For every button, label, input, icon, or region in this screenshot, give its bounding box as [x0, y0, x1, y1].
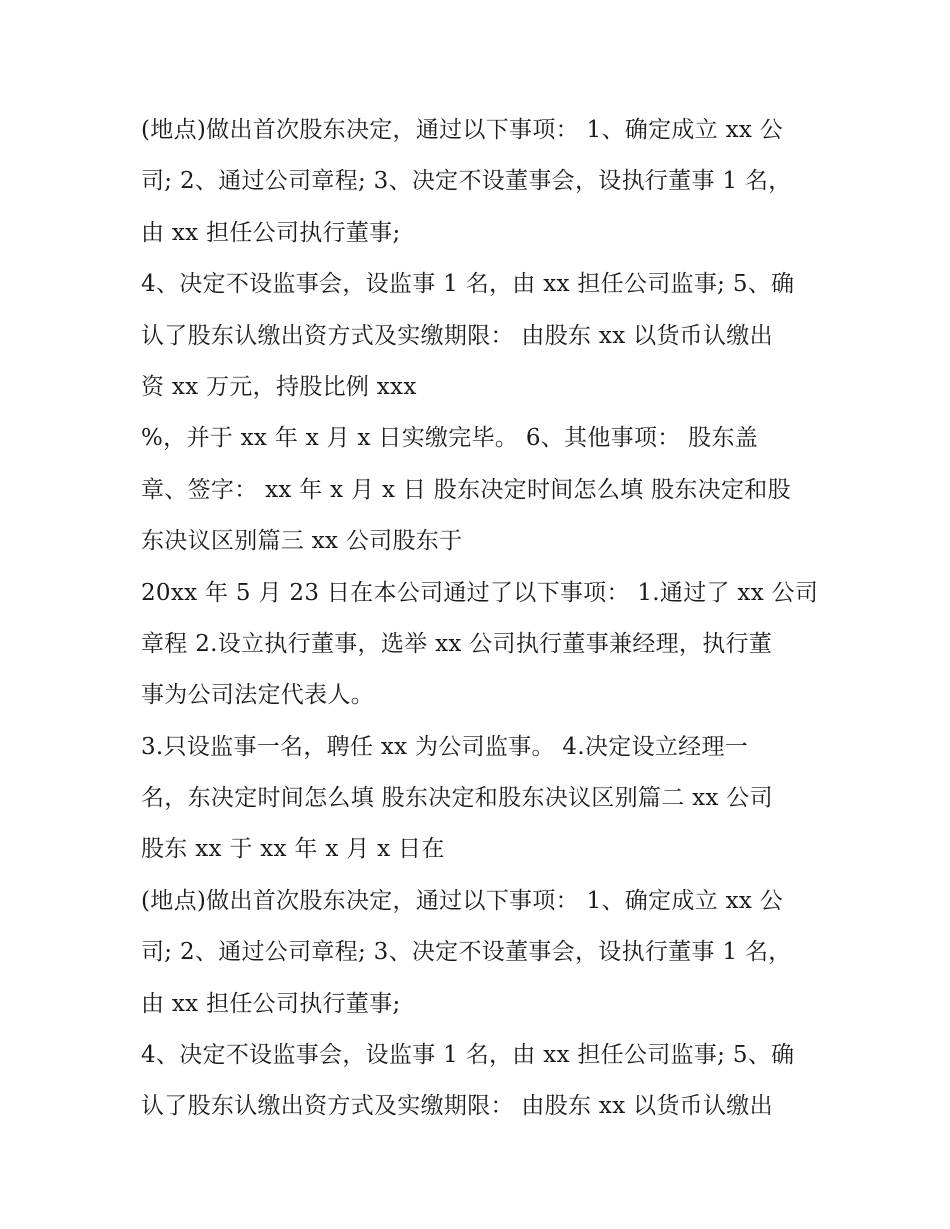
text-line: 章、签字： xx 年 x 月 x 日 股东决定时间怎么填 股东决定和股: [141, 476, 791, 503]
document-body: [141, 105, 821, 1133]
text-line: 资 xx 万元，持股比例 xxx: [141, 373, 417, 400]
text-line: 3.只设监事一名，聘任 xx 为公司监事。 4.决定设立经理一: [141, 733, 749, 760]
text-line: (地点)做出首次股东决定，通过以下事项： 1、确定成立 xx 公: [141, 887, 784, 914]
text-line: 股东 xx 于 xx 年 x 月 x 日在: [141, 836, 445, 863]
text-line: 4、决定不设监事会，设监事 1 名，由 xx 担任公司监事; 5、确: [141, 1042, 795, 1069]
text-line: 事为公司法定代表人。: [141, 682, 374, 709]
text-line: 认了股东认缴出资方式及实缴期限： 由股东 xx 以货币认缴出: [141, 322, 773, 349]
text-line: 4、决定不设监事会，设监事 1 名，由 xx 担任公司监事; 5、确: [141, 271, 795, 298]
text-line: 名，东决定时间怎么填 股东决定和股东决议区别篇二 xx 公司: [141, 785, 773, 812]
text-line: 20xx 年 5 月 23 日在本公司通过了以下事项： 1.通过了 xx 公司: [141, 579, 819, 606]
text-line: (地点)做出首次股东决定，通过以下事项： 1、确定成立 xx 公: [141, 117, 784, 143]
text-line: 由 xx 担任公司执行董事;: [141, 219, 401, 246]
text-line: 由 xx 担任公司执行董事;: [141, 990, 401, 1017]
text-line: 司; 2、通过公司章程; 3、决定不设董事会，设执行董事 1 名，: [141, 168, 792, 195]
text-line: 章程 2.设立执行董事，选举 xx 公司执行董事兼经理，执行董: [141, 630, 773, 657]
text-line: 东决议区别篇三 xx 公司股东于: [141, 528, 463, 555]
text-line: %，并于 xx 年 x 月 x 日实缴完毕。 6、其他事项： 股东盖: [141, 425, 759, 452]
text-line: 司; 2、通过公司章程; 3、决定不设董事会，设执行董事 1 名，: [141, 939, 792, 966]
text-line: 认了股东认缴出资方式及实缴期限： 由股东 xx 以货币认缴出: [141, 1093, 773, 1120]
